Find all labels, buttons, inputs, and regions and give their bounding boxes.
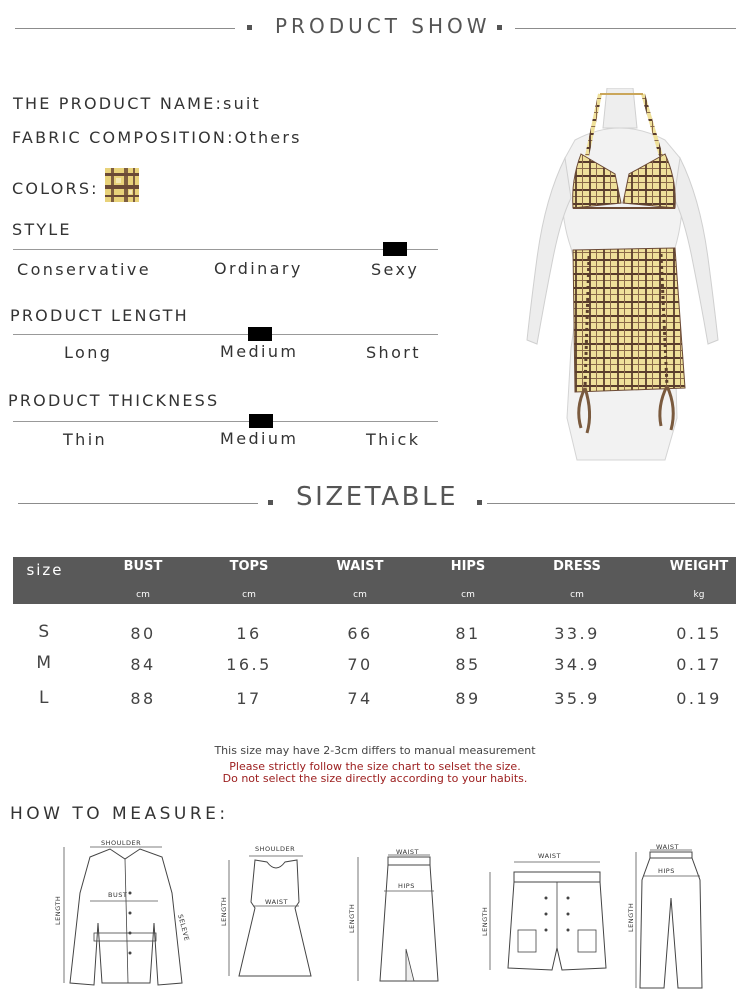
table-row-m-hips: 85 [455,655,481,674]
jacket-sleeve-label: SELEVE [176,913,191,943]
table-row-m-size: M [36,653,54,673]
jacket-shoulder-label: SHOULDER [101,839,142,847]
section-title-sizetable: SIZETABLE [296,482,459,512]
dress-waist-label: WAIST [265,898,289,906]
col-header-size: size [26,561,64,579]
style-title: STYLE [12,220,72,239]
pants-length-label: LENGTH [627,902,635,932]
product-name: THE PRODUCT NAME:suit [13,94,262,113]
table-row-l-hips: 89 [455,689,481,708]
col-header-dress: DRESS [553,559,601,574]
sizetable-rule-left [18,503,258,504]
section-title-product-show: PRODUCT SHOW [275,14,491,38]
col-unit-waist: cm [353,590,367,600]
measure-figure-dress [215,840,315,990]
colors-label: COLORS: [12,179,99,198]
table-row-s-hips: 81 [455,624,481,643]
table-row-l-dress: 35.9 [554,689,600,708]
sizetable-square-right [477,500,482,505]
table-row-m-bust: 84 [130,655,156,674]
table-row-l-weight: 0.19 [676,689,722,708]
table-row-s-bust: 80 [130,624,156,643]
header-rule-right [515,28,736,29]
header-square-right [497,25,502,30]
sizetable-square-left [268,500,273,505]
pants-hips-label: HIPS [658,867,675,875]
note-measurement-difference: This size may have 2-3cm differs to manual measurement [214,744,536,757]
col-unit-bust: cm [136,590,150,600]
style-option-ordinary: Ordinary [214,259,303,278]
measure-figure-shorts [478,848,618,978]
how-to-measure-title: HOW TO MEASURE: [10,804,229,824]
measure-figure-skirt [340,845,450,990]
measure-figure-pants [620,840,730,992]
fabric-composition: FABRIC COMPOSITION:Others [12,128,302,147]
col-unit-weight: kg [693,590,705,600]
table-row-l-size: L [39,688,51,708]
table-row-s-size: S [38,622,52,642]
style-scale-line [13,249,438,250]
dress-shoulder-label: SHOULDER [255,845,296,853]
table-row-s-tops: 16 [236,624,262,643]
col-header-bust: BUST [123,559,163,574]
pants-waist-label: WAIST [656,843,680,851]
thickness-title: PRODUCT THICKNESS [8,391,220,410]
col-unit-dress: cm [570,590,584,600]
note-do-not-select-by-habit: Do not select the size directly according to your habits. [222,772,528,785]
col-header-weight: WEIGHT [669,559,729,574]
thickness-option-thin: Thin [63,430,108,449]
header-square-left [247,25,252,30]
table-row-m-weight: 0.17 [676,655,722,674]
thickness-scale-line [13,421,438,422]
skirt-length-label: LENGTH [348,903,356,933]
jacket-length-label: LENGTH [54,895,62,925]
table-row-s-dress: 33.9 [554,624,600,643]
header-rule-left [15,28,235,29]
shorts-length-label: LENGTH [481,906,489,936]
jacket-bust-label: BUST [108,891,128,899]
col-unit-tops: cm [242,590,256,600]
table-row-m-dress: 34.9 [554,655,600,674]
measure-figure-jacket [50,833,200,993]
thickness-option-medium: Medium [220,429,299,448]
thickness-selected-marker [249,414,273,428]
col-header-waist: WAIST [336,559,384,574]
product-photo [515,88,730,466]
table-row-s-weight: 0.15 [676,624,722,643]
length-option-medium: Medium [220,342,299,361]
table-row-m-waist: 70 [347,655,373,674]
table-row-l-tops: 17 [236,689,262,708]
style-selected-marker [383,242,407,256]
skirt-waist-label: WAIST [396,848,420,856]
style-option-sexy: Sexy [371,260,420,279]
shorts-waist-label: WAIST [538,852,562,860]
length-selected-marker [248,327,272,341]
length-title: PRODUCT LENGTH [10,306,189,325]
table-row-m-tops: 16.5 [226,655,272,674]
color-swatch-plaid[interactable] [105,168,139,202]
sizetable-rule-right [487,503,735,504]
length-option-short: Short [366,343,421,362]
skirt-hips-label: HIPS [398,882,415,890]
thickness-option-thick: Thick [366,430,421,449]
table-row-s-waist: 66 [347,624,373,643]
col-unit-hips: cm [461,590,475,600]
dress-length-label: LENGTH [220,896,228,926]
table-row-l-bust: 88 [130,689,156,708]
length-option-long: Long [64,343,113,362]
col-header-tops: TOPS [229,559,269,574]
note-follow-size-chart: Please strictly follow the size chart to selset the size. [229,760,521,773]
length-scale-line [13,334,438,335]
style-option-conservative: Conservative [17,260,151,279]
table-row-l-waist: 74 [347,689,373,708]
col-header-hips: HIPS [450,559,486,574]
